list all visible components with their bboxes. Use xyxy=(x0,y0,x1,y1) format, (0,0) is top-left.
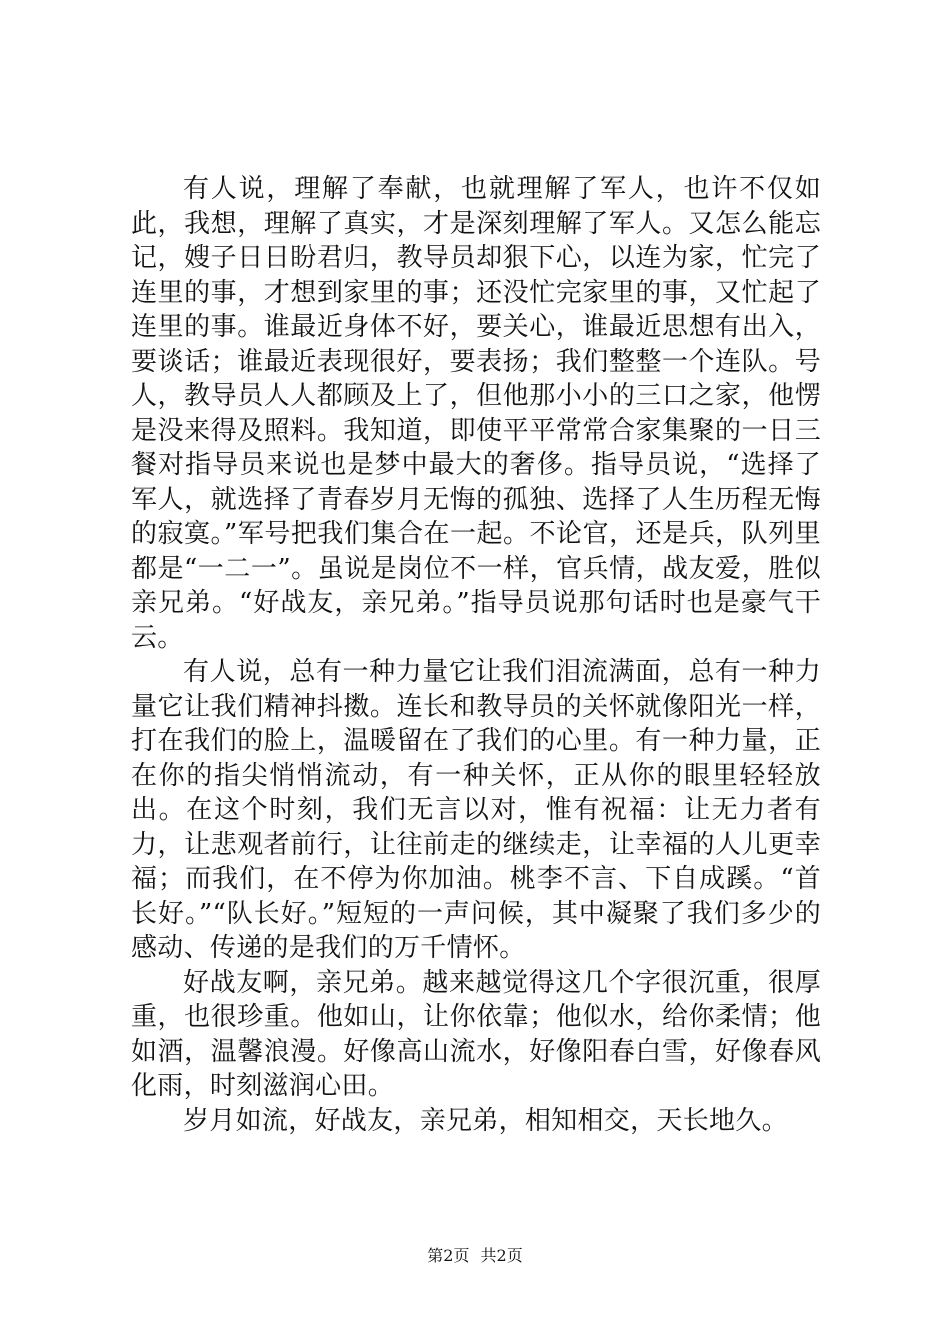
paragraph-1: 有人说，理解了奉献，也就理解了军人，也许不仅如此，我想，理解了真实，才是深刻理解了军人。又怎么能忘记，嫂子日日盼君归，教导员却狠下心，以连为家，忙完了连里的事，才想到家里的事；还没忙完家里的事，又忙起了连里的事。谁最近身体不好，要关心，谁最近思想有出入，要谈话；谁最近表现很好，要表扬；我们整整一个连队。号人，教导员人人都顾及上了，但他那小小的三口之家，他愣是没来得及照料。我知道，即使平平常常合家集聚的一日三餐对指导员来说也是梦中最大的奢侈。指导员说，“选择了军人，就选择了青春岁月无悔的孤独、选择了人生历程无悔的寂寞。”军号把我们集合在一起。不论官，还是兵，队列里都是“一二一”。虽说是岗位不一样，官兵情，战友爱，胜似亲兄弟。“好战友，亲兄弟。”指导员说那句话时也是豪气干云。 xyxy=(131,174,821,653)
paragraph-2: 有人说，总有一种力量它让我们泪流满面，总有一种力量它让我们精神抖擞。连长和教导员的关怀就像阳光一样，打在我们的脸上，温暖留在了我们的心里。有一种力量，正在你的指尖悄悄流动，有一种关怀，正从你的眼里轻轻放出。在这个时刻，我们无言以对，惟有祝福：让无力者有力，让悲观者前行，让往前走的继续走，让幸福的人儿更幸福；而我们，在不停为你加油。桃李不言、下自成蹊。“首长好。”“队长好。”短短的一声问候，其中凝聚了我们多少的感动、传递的是我们的万千情怀。 xyxy=(131,657,821,963)
paragraph-3: 好战友啊，亲兄弟。越来越觉得这几个字很沉重，很厚重，也很珍重。他如山，让你依靠；他似水，给你柔情；他如酒，温馨浪漫。好像高山流水，好像阳春白雪，好像春风化雨，时刻滋润心田。 xyxy=(131,967,821,1101)
page-number-current: 第2页 xyxy=(427,1246,470,1265)
paragraph-4: 岁月如流，好战友，亲兄弟，相知相交，天长地久。 xyxy=(183,1105,788,1136)
page-footer xyxy=(0,1246,950,1266)
document-body xyxy=(131,172,821,1138)
page-number-total: 共2页 xyxy=(480,1246,523,1265)
